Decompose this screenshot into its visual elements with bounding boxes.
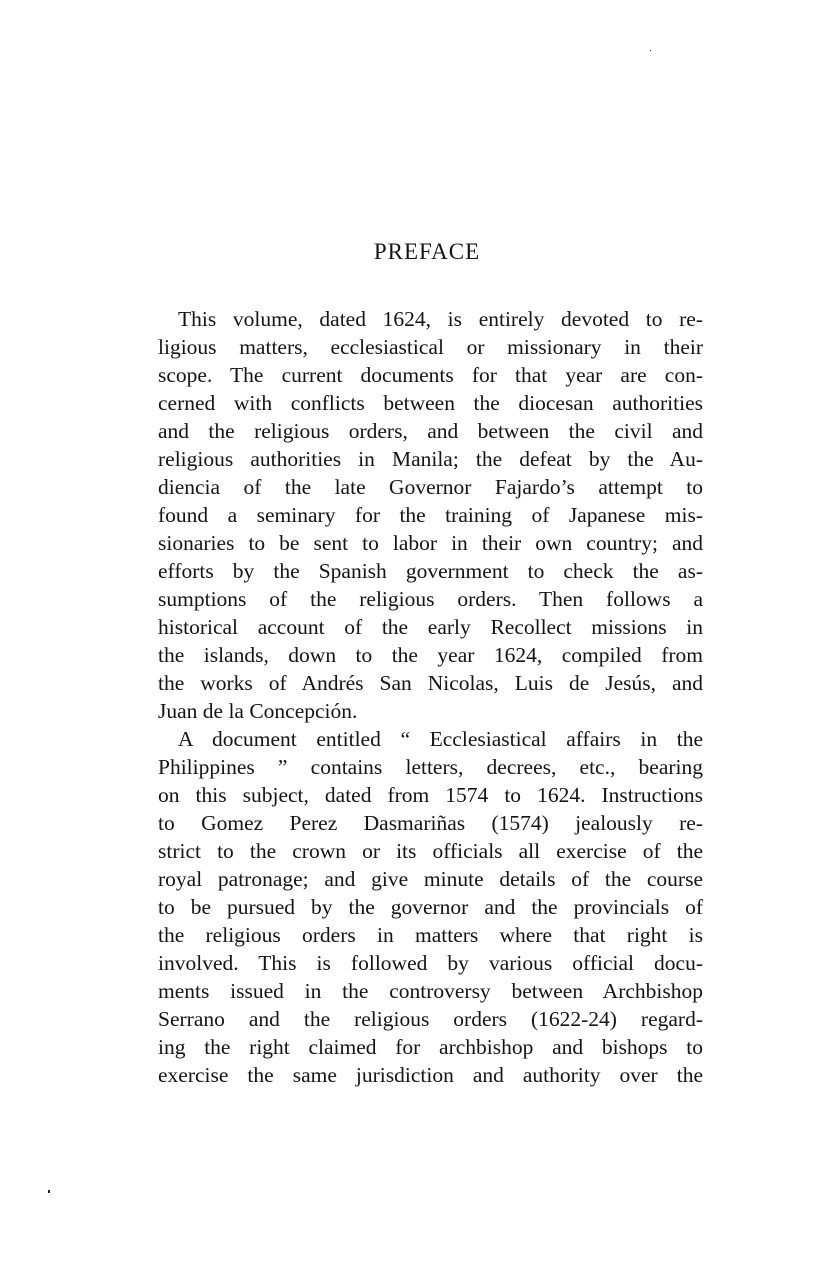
text-line: and the religious orders, and between the civil and — [158, 419, 703, 443]
text-line: sionaries to be sent to labor in their own country; and — [158, 531, 703, 555]
text-line: This volume, dated 1624, is entirely devoted to re- — [178, 307, 703, 331]
text-line: involved. This is followed by various official docu- — [158, 951, 703, 975]
text-line: Juan de la Concepción. — [158, 699, 358, 723]
text-line: the religious orders in matters where that right is — [158, 923, 703, 947]
text-line: diencia of the late Governor Fajardo’s attempt to — [158, 475, 703, 499]
text-line: exercise the same jurisdiction and authority over the — [158, 1063, 703, 1087]
scan-speck — [48, 1190, 50, 1193]
scan-speck — [650, 50, 651, 51]
text-line: to Gomez Perez Dasmariñas (1574) jealously re- — [158, 811, 703, 835]
text-line: ing the right claimed for archbishop and bishops to — [158, 1035, 703, 1059]
text-line: strict to the crown or its officials all exercise of the — [158, 839, 703, 863]
text-line: A document entitled “ Ecclesiastical affairs in the — [178, 727, 703, 751]
text-line: religious authorities in Manila; the defeat by the Au- — [158, 447, 703, 471]
text-line: found a seminary for the training of Japanese mis- — [158, 503, 703, 527]
text-line: on this subject, dated from 1574 to 1624. Instructions — [158, 783, 703, 807]
text-line: the works of Andrés San Nicolas, Luis de Jesús, and — [158, 671, 703, 695]
text-line: the islands, down to the year 1624, compiled from — [158, 643, 703, 667]
body-text — [158, 305, 703, 1089]
text-line: scope. The current documents for that year are con- — [158, 363, 703, 387]
text-line: ligious matters, ecclesiastical or missionary in their — [158, 335, 703, 359]
page-title: PREFACE — [373, 239, 481, 264]
text-line: historical account of the early Recollect missions in — [158, 615, 703, 639]
text-line: cerned with conflicts between the diocesan authorities — [158, 391, 703, 415]
text-line: royal patronage; and give minute details of the course — [158, 867, 703, 891]
text-line: to be pursued by the governor and the provincials of — [158, 895, 703, 919]
text-line: efforts by the Spanish government to check the as- — [158, 559, 703, 583]
text-line: sumptions of the religious orders. Then follows a — [158, 587, 703, 611]
text-line: Philippines ” contains letters, decrees, etc., bearing — [158, 755, 703, 779]
text-line: ments issued in the controversy between Archbishop — [158, 979, 703, 1003]
text-line: Serrano and the religious orders (1622-24) regard- — [158, 1007, 703, 1031]
